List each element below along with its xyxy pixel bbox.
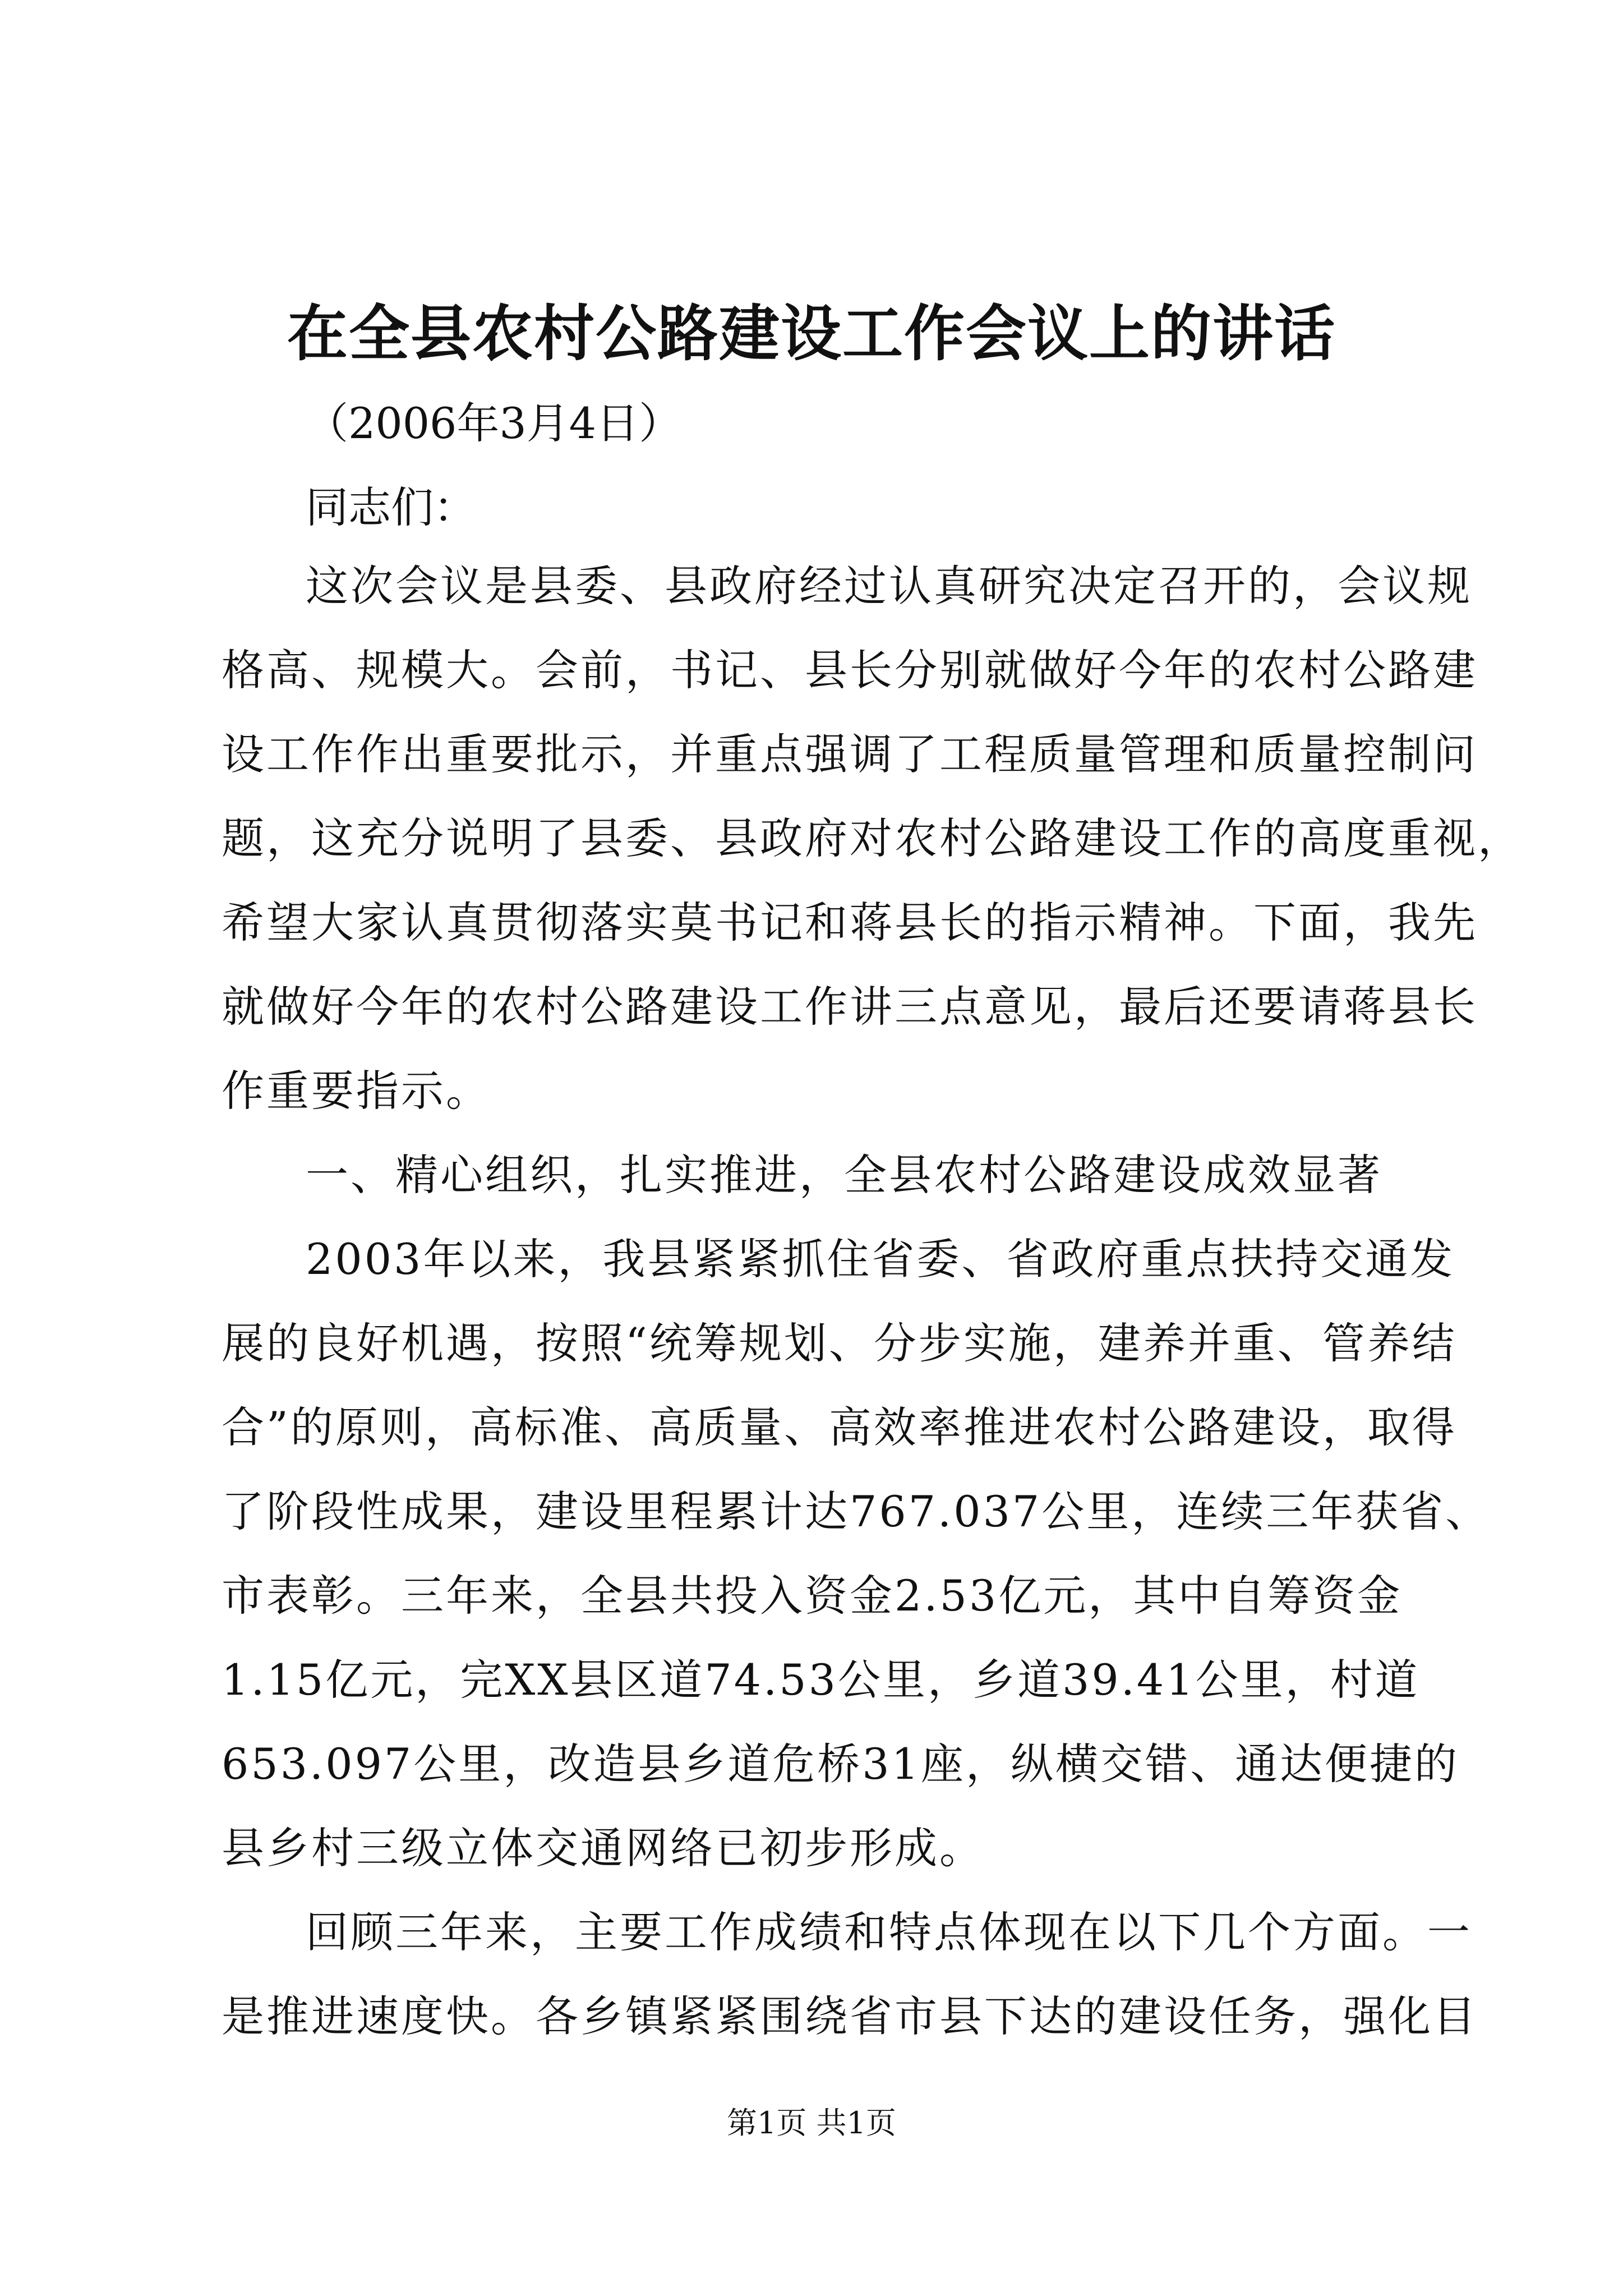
text-line: 希望大家认真贯彻落实莫书记和蒋县长的指示精神。下面，我先 <box>222 898 1478 947</box>
text-line: 设工作作出重要批示，并重点强调了工程质量管理和质量控制问 <box>222 729 1478 779</box>
text-line: 市表彰。三年来，全县共投入资金2.53亿元，其中自筹资金 <box>222 1571 1403 1621</box>
text-line: 格高、规模大。会前，书记、县长分别就做好今年的农村公路建 <box>222 645 1478 695</box>
text-line: 2003年以来，我县紧紧抓住省委、省政府重点扶持交通发 <box>306 1234 1455 1284</box>
text-line: 展的良好机遇，按照“统筹规划、分步实施，建养并重、管养结 <box>222 1318 1457 1368</box>
page-footer: 第1页 共1页 <box>727 2105 896 2141</box>
text-line: 653.097公里，改造县乡道危桥31座，纵横交错、通达便捷的 <box>222 1739 1459 1789</box>
document-title: 在全县农村公路建设工作会议上的讲话 <box>287 298 1336 369</box>
section-heading: 一、精心组织，扎实推进，全县农村公路建设成效显著 <box>306 1150 1382 1200</box>
text-line: 1.15亿元，完XX县区道74.53公里，乡道39.41公里，村道 <box>222 1655 1420 1705</box>
text-line: 合”的原则，高标准、高质量、高效率推进农村公路建设，取得 <box>222 1402 1457 1452</box>
text-line: 县乡村三级立体交通网络已初步形成。 <box>222 1823 984 1873</box>
text-line: 题，这充分说明了县委、县政府对农村公路建设工作的高度重视， <box>222 813 1523 863</box>
text-line: 是推进速度快。各乡镇紧紧围绕省市县下达的建设任务，强化目 <box>222 1991 1478 2041</box>
text-line: 作重要指示。 <box>222 1066 491 1116</box>
text-line: 了阶段性成果，建设里程累计达767.037公里，连续三年获省、 <box>222 1487 1491 1536</box>
text-line: 这次会议是县委、县政府经过认真研究决定召开的，会议规 <box>306 561 1472 611</box>
speech-date: （2006年3月4日） <box>306 398 682 448</box>
text-line: 回顾三年来，主要工作成绩和特点体现在以下几个方面。一 <box>306 1907 1472 1957</box>
text-line: 就做好今年的农村公路建设工作讲三点意见，最后还要请蒋县长 <box>222 982 1478 1032</box>
greeting: 同志们： <box>306 482 476 532</box>
